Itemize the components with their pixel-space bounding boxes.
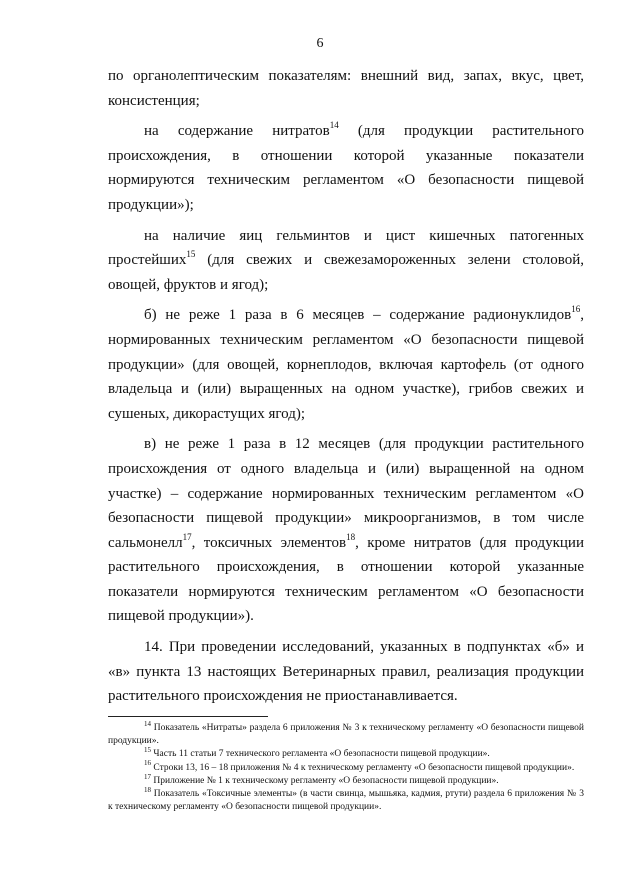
text-run: , токсичных элементов [191, 534, 347, 551]
footnote-ref: 17 [182, 531, 192, 542]
text-run: (для свежих и свежезамороженных зелени столовой, овощей, фруктов и ягод); [108, 252, 584, 293]
footnote-ref: 14 [329, 120, 339, 131]
text-run: на наличие яиц гельминтов и цист кишечных патогенных простейших [108, 227, 584, 269]
footnote [108, 785, 584, 814]
footnote-text: Показатель «Токсичные элементы» (в части свинца, мышьяка, кадмия, ртути) раздела 6 приложения № 3 к техническому регламенту «О безопасности пищевой продукции». [108, 789, 584, 813]
footnote-ref: 18 [346, 531, 356, 542]
body-text [108, 64, 584, 709]
footnote-number: 17 [144, 772, 151, 781]
footnote [108, 772, 584, 788]
paragraph [108, 303, 584, 426]
footnote-text: Приложение № 1 к техническому регламенту «О безопасности пищевой продукции». [153, 775, 499, 786]
text-run: б) не реже 1 раза в 6 месяцев – содержание радионуклидов [144, 307, 572, 324]
text-run: (для продукции растительного происхождения, в отношении которой указанные показатели нормируются техническим регламентом «О безопасности пищевой продукции»); [108, 123, 584, 213]
footnote-number: 14 [144, 719, 151, 728]
text-run: 14. При проведении исследований, указанных в подпунктах «б» и «в» пункта 13 настоящих Ветеринарных правил, реализация продукции растительного происхождения не приостанавливается. [108, 639, 584, 705]
footnote-number: 18 [144, 785, 151, 794]
text-run: в) не реже 1 раза в 12 месяцев (для продукции растительного происхождения от одного владельца и (или) выращенной на одном участке) – содержание нормированных техническим регламентом «О безопасности пищевой продукции» микроорганизмов, в том числе сальмонелл [108, 436, 584, 551]
footnote [108, 748, 584, 761]
footnote-ref: 16 [571, 304, 581, 315]
paragraph [108, 64, 584, 113]
footnote-separator [108, 716, 268, 717]
paragraph [108, 224, 584, 298]
footnote-number: 16 [144, 759, 151, 768]
paragraph [108, 432, 584, 629]
footnote-ref: 15 [186, 249, 196, 260]
footnote-text: Строки 13, 16 – 18 приложения № 4 к техническому регламенту «О безопасности пищевой продукции». [153, 762, 575, 773]
page-number: 6 [316, 36, 324, 51]
paragraph [108, 119, 584, 217]
text-run: , кроме нитратов (для продукции растительного происхождения, в отношении которой указанные показатели нормируются техническим регламентом «О безопасности пищевой продукции»). [108, 534, 584, 625]
footnote [108, 759, 584, 775]
footnote [108, 719, 584, 748]
text-run: по органолептическим показателям: внешний вид, запах, вкус, цвет, консистенция; [108, 68, 584, 109]
footnotes [108, 719, 584, 814]
footnote-text: Показатель «Нитраты» раздела 6 приложения № 3 к техническому регламенту «О безопасности пищевой продукции». [108, 723, 584, 747]
text-run: , нормированных техническим регламентом «О безопасности пищевой продукции» (для овощей, корнеплодов, включая картофель (от одного владельца и (или) выращенных на одном участке), грибов свежих и сушеных, дикорастущих ягод); [108, 307, 584, 422]
paragraph [108, 635, 584, 709]
text-run: на содержание нитратов [144, 123, 330, 140]
footnote-text: Часть 11 статьи 7 технического регламента «О безопасности пищевой продукции». [153, 749, 490, 760]
footnote-number: 15 [144, 746, 151, 755]
